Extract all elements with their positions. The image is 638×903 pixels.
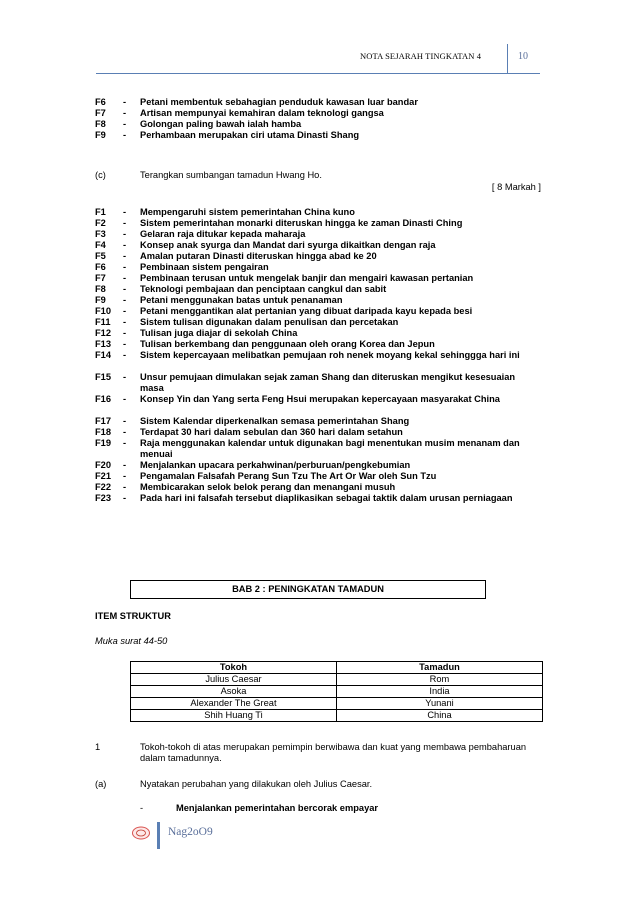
list-item (95, 416, 545, 427)
point-text: Tulisan juga diajar di sekolah China (140, 328, 298, 338)
list-item (95, 427, 545, 438)
table-header-cell: Tamadun (337, 662, 543, 674)
list-item (95, 339, 545, 350)
point-text: Sistem pemerintahan monarki diteruskan hingga ke zaman Dinasti Ching (140, 218, 463, 228)
point-dash: - (123, 130, 127, 140)
list-item (95, 471, 545, 482)
list-item (95, 97, 545, 108)
table-cell: Shih Huang Ti (131, 710, 337, 722)
point-text: Gelaran raja ditukar kepada maharaja (140, 229, 306, 239)
list-item (95, 460, 545, 471)
question-c-label: (c) (95, 170, 106, 180)
list-item (95, 108, 545, 119)
list-item (95, 328, 545, 339)
point-dash: - (123, 284, 127, 294)
figures-table (130, 661, 543, 722)
point-code: F23 (95, 493, 112, 503)
point-code: F11 (95, 317, 111, 327)
point-dash: - (123, 427, 127, 437)
point-text: Konsep anak syurga dan Mandat dari syurga dikaitkan dengan raja (140, 240, 436, 250)
point-dash: - (123, 339, 127, 349)
point-code: F6 (95, 97, 106, 107)
question-c-text: Terangkan sumbangan tamadun Hwang Ho. (140, 170, 322, 180)
point-code: F1 (95, 207, 106, 217)
point-code: F15 (95, 372, 112, 382)
table-row (131, 710, 543, 722)
table-row (131, 686, 543, 698)
point-code: F18 (95, 427, 112, 437)
table-cell: Alexander The Great (131, 698, 337, 710)
point-dash: - (123, 119, 127, 129)
point-text: Petani menggunakan batas untuk penanaman (140, 295, 343, 305)
point-text: Mempengaruhi sistem pemerintahan China kuno (140, 207, 355, 217)
point-dash: - (123, 229, 127, 239)
point-dash: - (123, 438, 127, 448)
point-text: Unsur pemujaan dimulakan sejak zaman Shang dan diteruskan mengikut kesesuaian masa (140, 372, 516, 393)
point-code: F6 (95, 262, 106, 272)
point-code: F3 (95, 229, 106, 239)
point-dash: - (123, 328, 127, 338)
chapter-title-box: BAB 2 : PENINGKATAN TAMADUN (130, 580, 486, 599)
list-item (95, 306, 545, 317)
point-text: Pembinaan sistem pengairan (140, 262, 269, 272)
point-text: Artisan mempunyai kemahiran dalam teknologi gangsa (140, 108, 384, 118)
table-cell: India (337, 686, 543, 698)
point-dash: - (123, 97, 127, 107)
circle-logo-icon (131, 826, 151, 840)
point-dash: - (123, 350, 127, 360)
point-text: Teknologi pembajaan dan penciptaan cangkul dan sabit (140, 284, 387, 294)
point-dash: - (123, 394, 127, 404)
list-item (95, 130, 545, 141)
point-code: F8 (95, 284, 106, 294)
point-dash: - (123, 240, 127, 250)
point-text: Raja menggunakan kalendar untuk digunakan bagi menentukan musim menanam dan menuai (140, 438, 520, 459)
point-dash: - (123, 251, 127, 261)
point-code: F13 (95, 339, 112, 349)
list-item (95, 482, 545, 493)
table-row (131, 698, 543, 710)
list-item (95, 438, 545, 460)
page-reference: Muka surat 44-50 (95, 636, 168, 646)
point-code: F4 (95, 240, 106, 250)
point-code: F2 (95, 218, 106, 228)
point-dash: - (123, 306, 127, 316)
point-text: Tulisan berkembang dan penggunaan oleh orang Korea dan Jepun (140, 339, 435, 349)
point-dash: - (123, 471, 127, 481)
point-text: Sistem kepercayaan melibatkan pemujaan roh nenek moyang kekal sehinggga hari ini (140, 350, 520, 360)
list-item (95, 207, 545, 218)
point-text: Terdapat 30 hari dalam sebulan dan 360 hari dalam setahun (140, 427, 403, 437)
question-a-text: Nyatakan perubahan yang dilakukan oleh Julius Caesar. (140, 779, 373, 789)
point-dash: - (123, 108, 127, 118)
answer-a-dash: - (140, 803, 144, 813)
point-text: Petani membentuk sebahagian penduduk kawasan luar bandar (140, 97, 418, 107)
point-code: F21 (95, 471, 112, 481)
point-code: F20 (95, 460, 112, 470)
point-code: F14 (95, 350, 112, 360)
top-point-list (95, 97, 545, 141)
question-1-label: 1 (95, 742, 101, 752)
list-item (95, 350, 545, 372)
point-dash: - (123, 493, 127, 503)
table-row (131, 674, 543, 686)
point-code: F9 (95, 130, 106, 140)
point-code: F10 (95, 306, 112, 316)
point-dash: - (123, 207, 127, 217)
question-1-text: Tokoh-tokoh di atas merupakan pemimpin berwibawa dan kuat yang membawa pembaharuan dalam tamadunnya. (140, 742, 527, 763)
point-code: F17 (95, 416, 112, 426)
list-item (95, 284, 545, 295)
point-text: Pengamalan Falsafah Perang Sun Tzu The Art Or War oleh Sun Tzu (140, 471, 437, 481)
point-code: F9 (95, 295, 106, 305)
point-code: F7 (95, 108, 106, 118)
list-item (95, 229, 545, 240)
list-item (95, 273, 545, 284)
point-dash: - (123, 460, 127, 470)
list-item (95, 262, 545, 273)
point-text: Pembinaan terusan untuk mengelak banjir dan mengairi kawasan pertanian (140, 273, 474, 283)
list-item (95, 295, 545, 306)
point-dash: - (123, 317, 127, 327)
answer-a-text: Menjalankan pemerintahan bercorak empayar (176, 803, 379, 813)
point-dash: - (123, 372, 127, 382)
table-cell: Asoka (131, 686, 337, 698)
list-item (95, 372, 545, 394)
point-code: F16 (95, 394, 112, 404)
point-text: Pada hari ini falsafah tersebut diaplikasikan sebagai taktik dalam urusan perniagaan (140, 493, 513, 503)
list-item (95, 119, 545, 130)
table-cell: Yunani (337, 698, 543, 710)
point-text: Sistem tulisan digunakan dalam penulisan dan percetakan (140, 317, 399, 327)
list-item (95, 251, 545, 262)
table-cell: China (337, 710, 543, 722)
point-dash: - (123, 262, 127, 272)
list-item (95, 493, 545, 515)
footer-bar (157, 822, 160, 849)
header-title: NOTA SEJARAH TINGKATAN 4 (360, 51, 482, 61)
question-a-label: (a) (95, 779, 107, 789)
point-text: Membicarakan selok belok perang dan menangani musuh (140, 482, 396, 492)
table-header-cell: Tokoh (131, 662, 337, 674)
point-code: F7 (95, 273, 106, 283)
point-text: Amalan putaran Dinasti diteruskan hingga abad ke 20 (140, 251, 377, 261)
list-item (95, 240, 545, 251)
header-separator (507, 44, 508, 73)
point-text: Perhambaan merupakan ciri utama Dinasti Shang (140, 130, 360, 140)
point-dash: - (123, 273, 127, 283)
point-dash: - (123, 482, 127, 492)
point-code: F19 (95, 438, 112, 448)
point-text: Golongan paling bawah ialah hamba (140, 119, 302, 129)
list-item (95, 394, 545, 416)
header-rule (96, 73, 540, 74)
point-text: Petani menggantikan alat pertanian yang dibuat daripada kayu kepada besi (140, 306, 473, 316)
point-text: Menjalankan upacara perkahwinan/perburuan/pengkebumian (140, 460, 411, 470)
list-item (95, 218, 545, 229)
point-dash: - (123, 218, 127, 228)
answers-c-list (95, 207, 545, 515)
list-item (95, 317, 545, 328)
point-code: F22 (95, 482, 112, 492)
question-c-marks: [ 8 Markah ] (491, 182, 541, 192)
table-cell: Julius Caesar (131, 674, 337, 686)
point-text: Konsep Yin dan Yang serta Feng Hsui merupakan kepercayaan masyarakat China (140, 394, 500, 404)
point-code: F12 (95, 328, 112, 338)
point-code: F8 (95, 119, 106, 129)
footer-text: Nag2oO9 (168, 826, 213, 838)
point-text: Sistem Kalendar diperkenalkan semasa pemerintahan Shang (140, 416, 410, 426)
point-dash: - (123, 416, 127, 426)
point-code: F5 (95, 251, 106, 261)
point-dash: - (123, 295, 127, 305)
table-cell: Rom (337, 674, 543, 686)
page-number: 10 (518, 51, 528, 62)
table-header-row (131, 662, 543, 674)
section-heading: ITEM STRUKTUR (95, 611, 171, 621)
